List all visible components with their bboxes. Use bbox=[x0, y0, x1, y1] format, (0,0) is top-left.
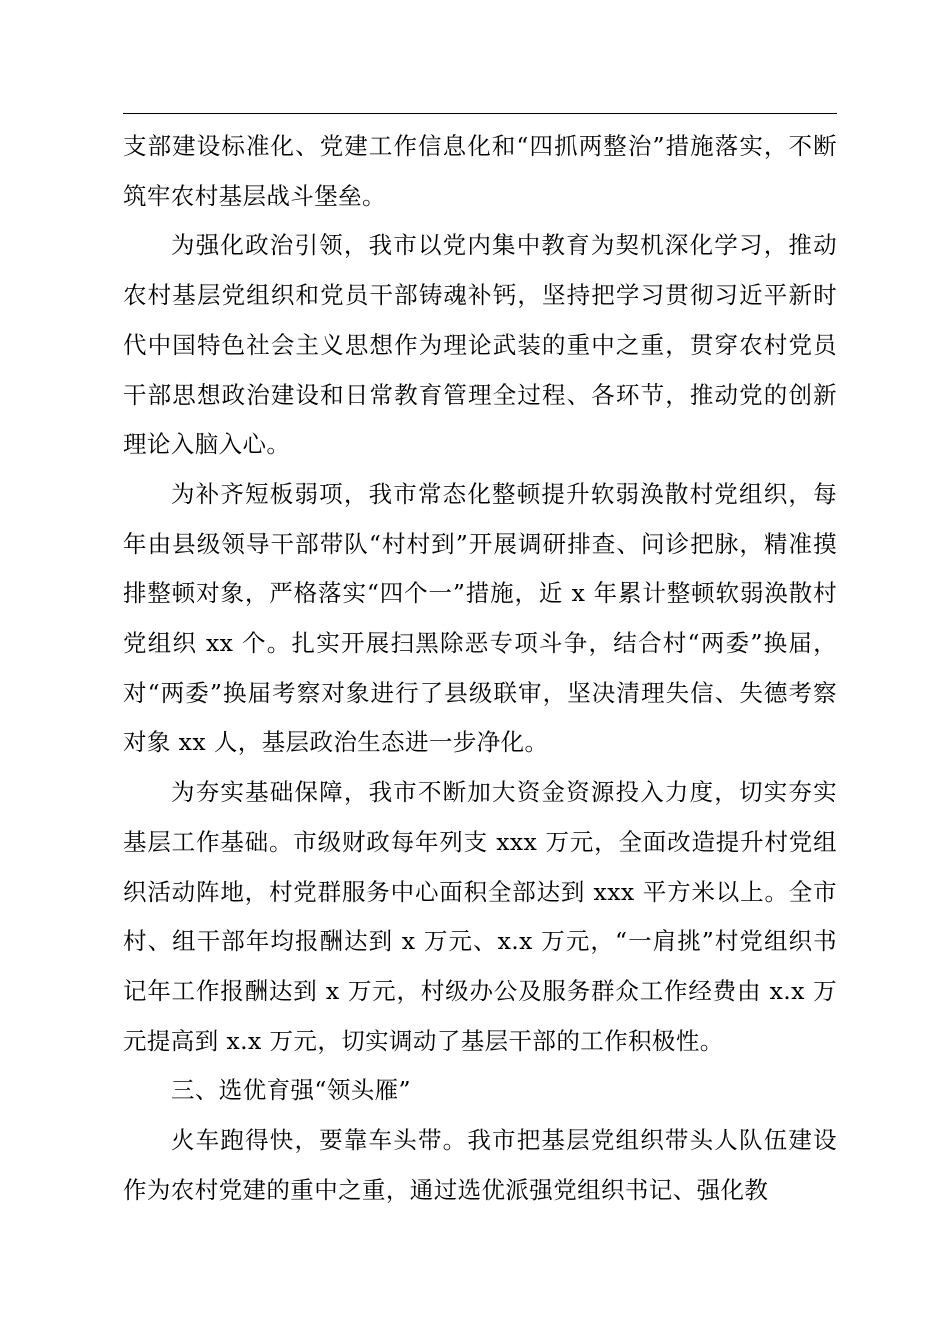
paragraph-political-guidance: 为强化政治引领，我市以党内集中教育为契机深化学习，推动农村基层党组织和党员干部铸魂补钙，坚持把学习贯彻习近平新时代中国特色社会主义思想作为理论武装的重中之重，贯穿农村党员干部思想政治建设和日常教育管理全过程、各环节，推动党的创新理论入脑入心。 bbox=[123, 231, 837, 459]
paragraph-basic-guarantee: 为夯实基础保障，我市不断加大资金资源投入力度，切实夯实基层工作基础。市级财政每年列支 xxx 万元，全面改造提升村党组织活动阵地，村党群服务中心面积全部达到 xxx 平方米以上。全市村、组干部年均报酬达到 x 万元、x.x 万元，“一肩挑”村党组织书记年工作报酬达到 x 万元，村级办公及服务群众工作经费由 x.x 万元提高到 x.x 万元，切实调动了基层干部的工作积极性。 bbox=[123, 778, 837, 1055]
document-body bbox=[123, 122, 837, 1215]
header-rule bbox=[123, 113, 837, 114]
paragraph-continuation: 支部建设标准化、党建工作信息化和“四抓两整治”措施落实，不断筑牢农村基层战斗堡垒。 bbox=[123, 132, 837, 210]
paragraph-leader-team: 火车跑得快，要靠车头带。我市把基层党组织带头人队伍建设作为农村党建的重中之重，通过选优派强党组织书记、强化教 bbox=[123, 1126, 837, 1204]
section-heading: 三、选优育强“领头雁” bbox=[171, 1076, 411, 1105]
paragraph-weak-organizations: 为补齐短板弱项，我市常态化整顿提升软弱涣散村党组织，每年由县级领导干部带队“村村到”开展调研排查、问诊把脉，精准摸排整顿对象，严格落实“四个一”措施，近 x 年累计整顿软弱涣散村党组织 xx 个。扎实开展扫黑除恶专项斗争，结合村“两委”换届，对“两委”换届考察对象进行了县级联审，坚决清理失信、失德考察对象 xx 人，基层政治生态进一步净化。 bbox=[123, 479, 837, 757]
